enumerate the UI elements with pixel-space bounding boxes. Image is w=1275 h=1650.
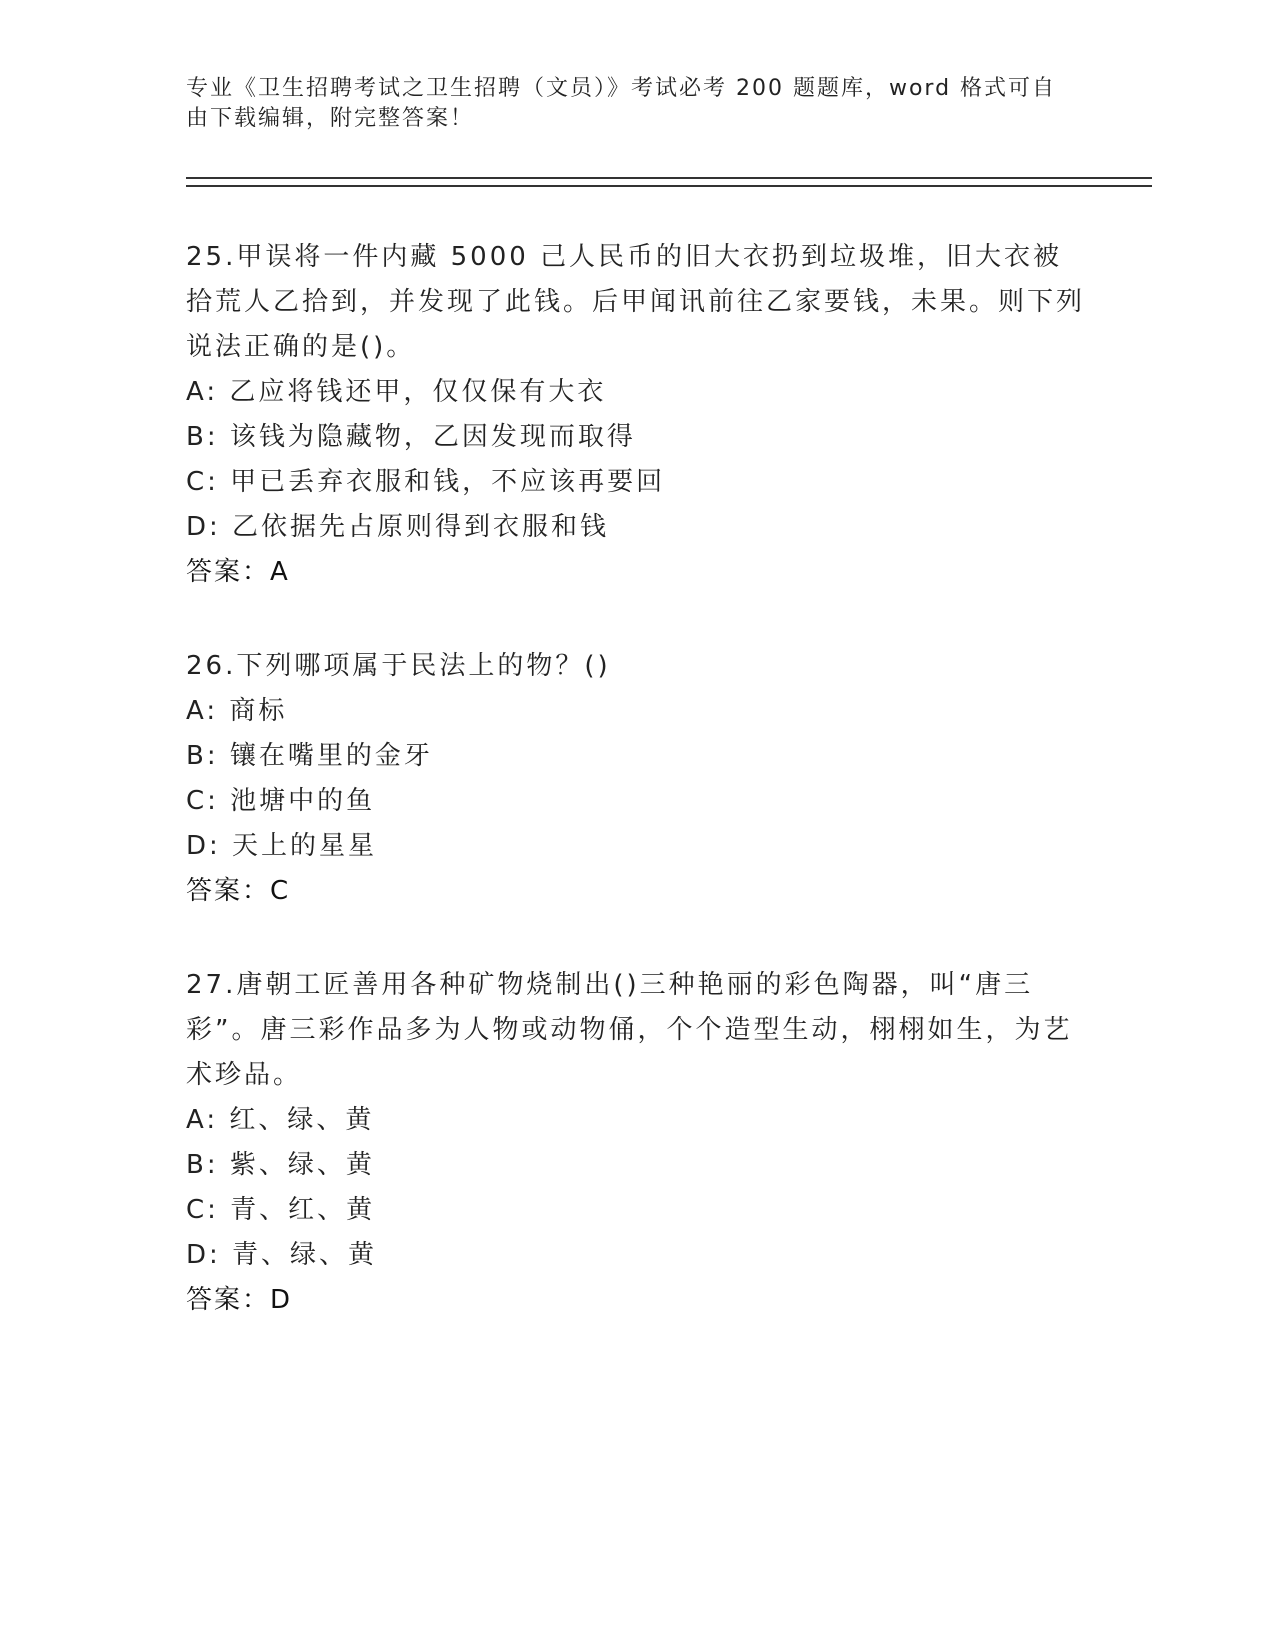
question-27 bbox=[186, 963, 1086, 1323]
option-a: A: 红、绿、黄 bbox=[186, 1105, 375, 1135]
question-26 bbox=[186, 644, 1086, 914]
option-b: B: 镶在嘴里的金牙 bbox=[186, 741, 433, 771]
option-c: C: 池塘中的鱼 bbox=[186, 786, 376, 816]
option-d: D: 乙依据先占原则得到衣服和钱 bbox=[186, 512, 610, 542]
answer-line: 答案：C bbox=[186, 876, 291, 906]
question-25 bbox=[186, 235, 1086, 595]
question-stem: 26.下列哪项属于民法上的物？() bbox=[186, 651, 611, 681]
document-header: 专业《卫生招聘考试之卫生招聘（文员）》考试必考 200 题题库，word 格式可自由下载编辑，附完整答案！ bbox=[186, 76, 1057, 131]
question-stem: 25.甲误将一件内藏 5000 己人民币的旧大衣扔到垃圾堆，旧大衣被拾荒人乙拾到，并发现了此钱。后甲闻讯前往乙家要钱，未果。则下列说法正确的是()。 bbox=[186, 242, 1086, 362]
option-c: C: 甲已丢弃衣服和钱，不应该再要回 bbox=[186, 467, 666, 497]
option-a: A: 乙应将钱还甲，仅仅保有大衣 bbox=[186, 377, 607, 407]
option-d: D: 天上的星星 bbox=[186, 831, 378, 861]
question-stem: 27.唐朝工匠善用各种矿物烧制出()三种艳丽的彩色陶器，叫“唐三彩”。唐三彩作品多为人物或动物俑，个个造型生动，栩栩如生，为艺术珍品。 bbox=[186, 970, 1073, 1090]
answer-line: 答案：D bbox=[186, 1285, 293, 1315]
option-b: B: 紫、绿、黄 bbox=[186, 1150, 375, 1180]
option-c: C: 青、红、黄 bbox=[186, 1195, 376, 1225]
answer-line: 答案：A bbox=[186, 557, 290, 587]
option-b: B: 该钱为隐藏物，乙因发现而取得 bbox=[186, 422, 636, 452]
option-d: D: 青、绿、黄 bbox=[186, 1240, 378, 1270]
option-a: A: 商标 bbox=[186, 696, 288, 726]
header-double-rule bbox=[186, 177, 1152, 187]
